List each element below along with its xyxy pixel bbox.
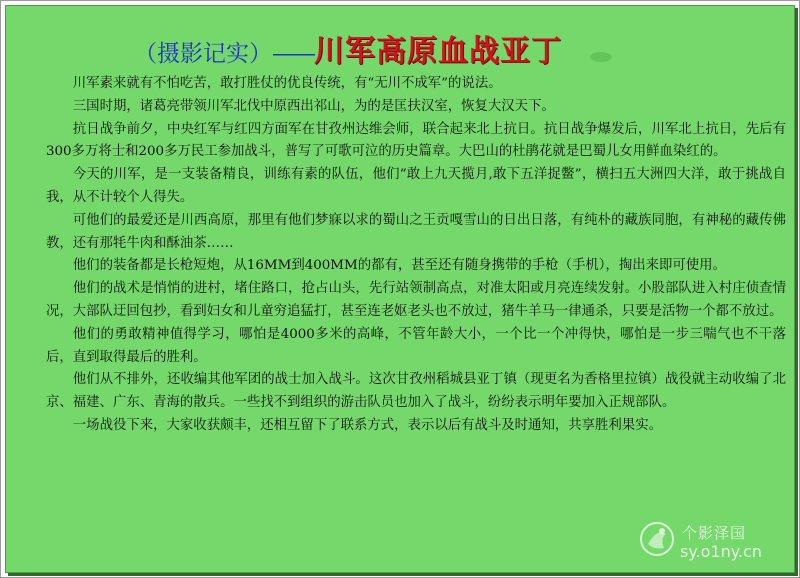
paragraph: 抗日战争前夕，中央红军与红四方面军在甘孜州达维会师，联合起来北上抗日。抗日战争爆发后，川军北上抗日，先后有300多万将士和200多万民工参加战斗，普写了可歌可泣的历史篇章。大巴山的杜鹃花就是巴蜀儿女用鲜血染红的。 [46, 121, 786, 160]
paragraph: 他们的战术是悄悄的进村，堵住路口，抢占山头，先行站领制高点，对准太阳或月亮连续发射。小股部队进入村庄侦查情况，大部队迂回包抄，看到妇女和儿童穷追猛打，甚至连老妪老头也不放过，猪牛羊马一律通杀，只要是活物一个都不放过。 [46, 281, 786, 319]
watermark-name: 个影泽国 [682, 524, 747, 542]
paragraph: 他们的装备都是长枪短炮，从16MM到400MM的都有，甚至还有随身携带的手枪（手机），掏出来即可使用。 [72, 258, 726, 274]
title-prefix: （摄影记实） [134, 41, 272, 67]
paragraph: 他们的勇敢精神值得学习，哪怕是4000多米的高峰，不管年龄大小，一个比一个冲得快，哪怕是一步三喘气也不干落后，直到取得最后的胜利。 [46, 326, 786, 365]
title-dash: —— [272, 41, 314, 67]
title-main: 川军高原血战亚丁 [314, 34, 562, 69]
decorative-mark-icon [590, 52, 612, 62]
paragraph: 三国时期，诸葛亮带领川军北伐中原西出祁山，为的是匡扶汉室，恢复大汉天下。 [72, 98, 555, 114]
paragraph: 川军素来就有不怕吃苦，敢打胜仗的优良传统，有“无川不成军”的说法。 [72, 76, 502, 91]
paragraph: 他们从不排外，还收编其他军团的战士加入战斗。这次甘孜州稻城县亚丁镇（现更名为香格里拉镇）战役就主动收编了北京、福建、广东、青海的散兵。一些找不到组织的游击队员也加入了战斗，纷纷表示明年要加入正规部队。 [46, 372, 786, 411]
paragraph: 一场战役下来，大家收获颇丰，还相互留下了联系方式，表示以后有战斗及时通知，共享胜利果实。 [72, 417, 662, 433]
paragraph: 可他们的最爱还是川西高原，那里有他们梦寐以求的蜀山之王贡嘎雪山的日出日落，有纯朴的藏族同胞，有神秘的藏传佛教，还有那牦牛肉和酥油茶…… [46, 212, 786, 251]
watermark [630, 512, 790, 568]
article-body [46, 73, 786, 438]
content-panel [5, 5, 795, 573]
page-title [134, 32, 612, 72]
watermark-url: sy.o1ny.cn [680, 542, 762, 561]
paragraph: 今天的川军，是一支装备精良，训练有素的队伍，他们“敢上九天揽月,敢下五洋捉鳖”，横扫五大洲四大洋，敢于挑战自我，从不计较个人得失。 [46, 167, 786, 205]
watermark-logo-icon [638, 520, 676, 558]
